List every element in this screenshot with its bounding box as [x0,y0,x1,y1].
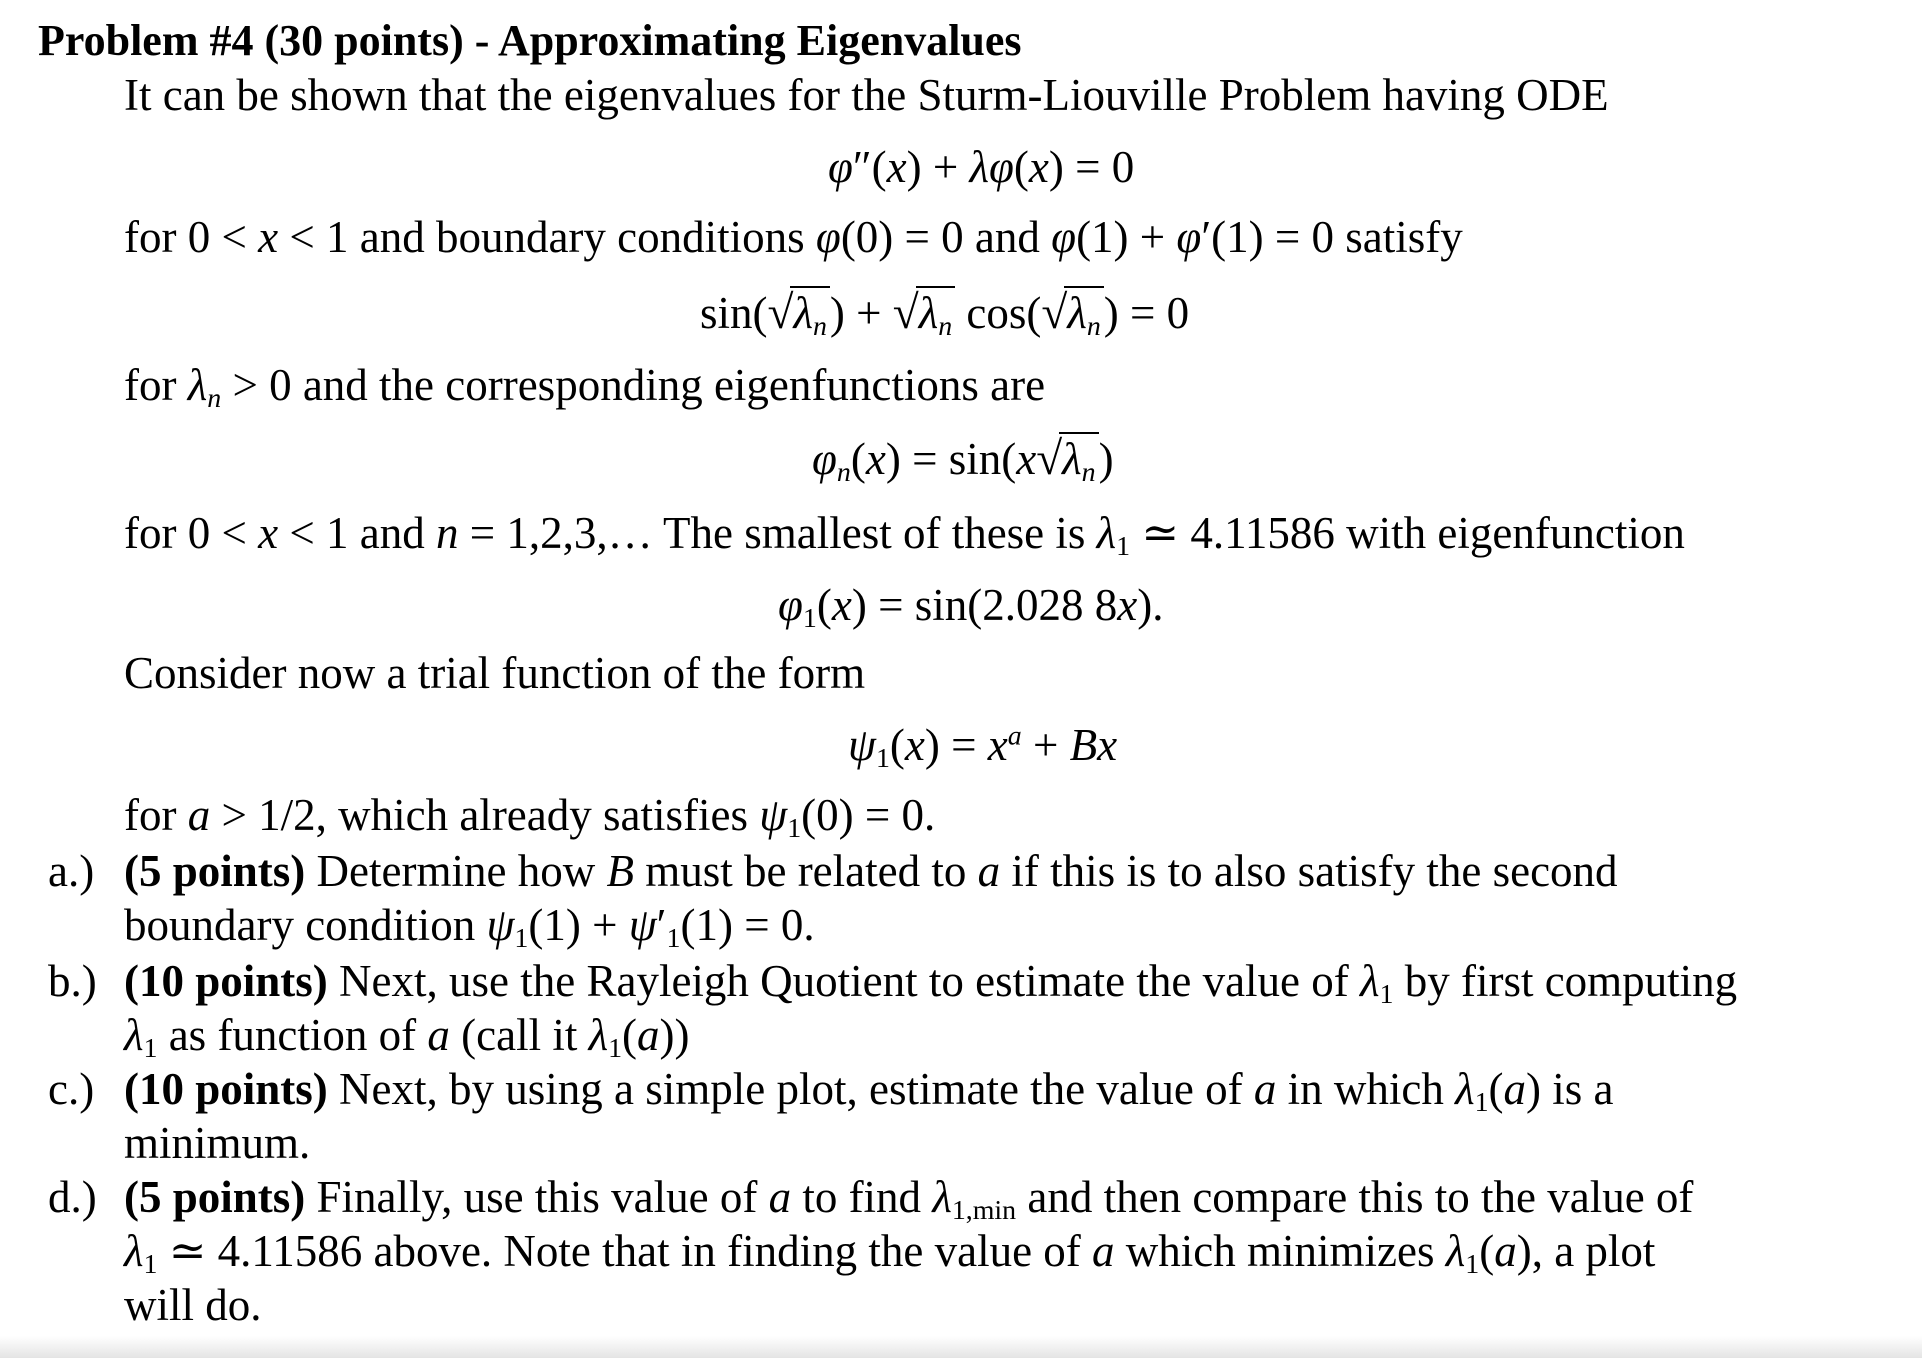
part-d-points: (5 points) [124,1172,306,1222]
part-c-line-2: minimum. [124,1118,311,1168]
part-a-label: a.) [48,846,95,896]
part-d-line-2a: ≃ 4.11586 above. Note that in finding the value of [157,1226,1093,1276]
part-b-line-2a: as function of [157,1010,428,1060]
bottom-edge-shade [0,1336,1922,1358]
part-b-line-1: (10 points) Next, use the Rayleigh Quotient to estimate the value of $\lambda_1$ by first computing [124,956,1738,1010]
bc-text-post: = 0 satisfy [1263,212,1463,262]
part-a-line-2-end: = 0. [732,900,815,950]
range-text-post: ≃ 4.11586 with eigenfunction [1130,508,1685,558]
part-b-text-1: Next, use the Rayleigh Quotient to estimate the value of [327,956,1361,1006]
ode-equation: φ″(x) + λφ(x) = 0 [828,142,1135,192]
part-a-text-3: if this is to also satisfy the second [1000,846,1618,896]
lambda-text-pre: for [124,360,188,410]
part-c-text-2: in which [1276,1064,1456,1114]
part-d-label: d.) [48,1172,97,1222]
part-d-line-2b: which minimizes [1114,1226,1446,1276]
for-a-pre: for [124,790,188,840]
part-d-line-2: $\lambda_1$ ≃ 4.11586 above. Note that in finding the value of a which minimizes $\lambda_1(a)$, a plot [124,1226,1656,1280]
part-b-text-2: by first computing [1393,956,1738,1006]
part-b-points: (10 points) [124,956,328,1006]
part-a-line-1: (5 points) Determine how B must be related to a if this is to also satisfy the second [124,846,1618,896]
part-c-label: c.) [48,1064,95,1114]
bc-text-pre: for 0 < [124,212,259,262]
part-d-line-2c: , a plot [1531,1226,1656,1276]
bc-text-mid2: = 0 and [893,212,1052,262]
part-c-text-1: Next, by using a simple plot, estimate the value of [327,1064,1254,1114]
part-c-points: (10 points) [124,1064,328,1114]
part-d-text-2: to find [791,1172,933,1222]
part-c-text-3: is a [1541,1064,1614,1114]
part-d-text-3: and then compare this to the value of [1016,1172,1694,1222]
first-eigenfunction-value: sin(2.028 8 [914,580,1118,630]
range-text-mid2: = 1,2,3,… The smallest of these is [458,508,1097,558]
eigenfunction-equation: $\varphi_n(x) = \sin(x√\lambda_n)$ [812,433,1114,488]
consider-text: Consider now a trial function of the form [124,648,866,698]
part-d-line-1: (5 points) Finally, use this value of a to find $\lambda_{1,min}$ and then compare this to the value of [124,1172,1694,1226]
lambda-text-post: > 0 and the corresponding eigenfunctions are [221,360,1046,410]
part-d-text-1: Finally, use this value of [305,1172,769,1222]
range-text-pre: for 0 < [124,508,259,558]
part-a-points: (5 points) [124,846,306,896]
boundary-conditions-line: for 0 < x < 1 and boundary conditions φ(0) = 0 and φ(1) + φ′(1) = 0 satisfy [124,212,1463,262]
for-a-mid: > 1/2, which already satisfies [210,790,760,840]
part-a-line-2-text: boundary condition [124,900,476,950]
part-b-line-2b: (call it [449,1010,589,1060]
problem-title: Problem #4 (30 points) - Approximating Eigenvalues [38,16,1022,65]
part-b-label: b.) [48,956,97,1006]
first-eigenfunction-equation: $\varphi_1(x) = \sin(2.028$ 8x). [778,580,1164,634]
part-b-line-2: $\lambda_1$ as function of a (call it $\lambda_1(a)$) [124,1010,690,1064]
part-a-text-1: Determine how [305,846,607,896]
for-a-post: = 0. [853,790,936,840]
intro-text: It can be shown that the eigenvalues for the Sturm-Liouville Problem having ODE [124,70,1609,120]
eigenvalue-equation: $\sin(√\lambda_n) + √\lambda_n$ $\cos(√\lambda_n) = 0$ [700,287,1190,342]
part-a-line-2: boundary condition $\psi_1(1) + \psi'_1(1) = 0$. [124,900,815,954]
lambda-positive-line: for $\lambda_n > 0$ and the corresponding eigenfunctions are [124,360,1046,414]
bc-text-mid: < 1 and boundary conditions [278,212,816,262]
trial-condition-line: for a > 1/2, which already satisfies $\psi_1(0) = 0$. [124,790,936,844]
trial-function-equation: $\psi_1(x) = x^a + Bx$ [848,720,1118,774]
range-text-mid: < 1 and [278,508,436,558]
part-d-line-3: will do. [124,1280,262,1330]
smallest-eigenvalue-line: for 0 < x < 1 and n = 1,2,3,… The smallest of these is $\lambda_1$ ≃ 4.11586 with eigenfunction [124,508,1685,562]
part-c-line-1: (10 points) Next, by using a simple plot, estimate the value of a in which $\lambda_1(a)$ is a [124,1064,1614,1118]
part-a-text-2: must be related to [633,846,978,896]
